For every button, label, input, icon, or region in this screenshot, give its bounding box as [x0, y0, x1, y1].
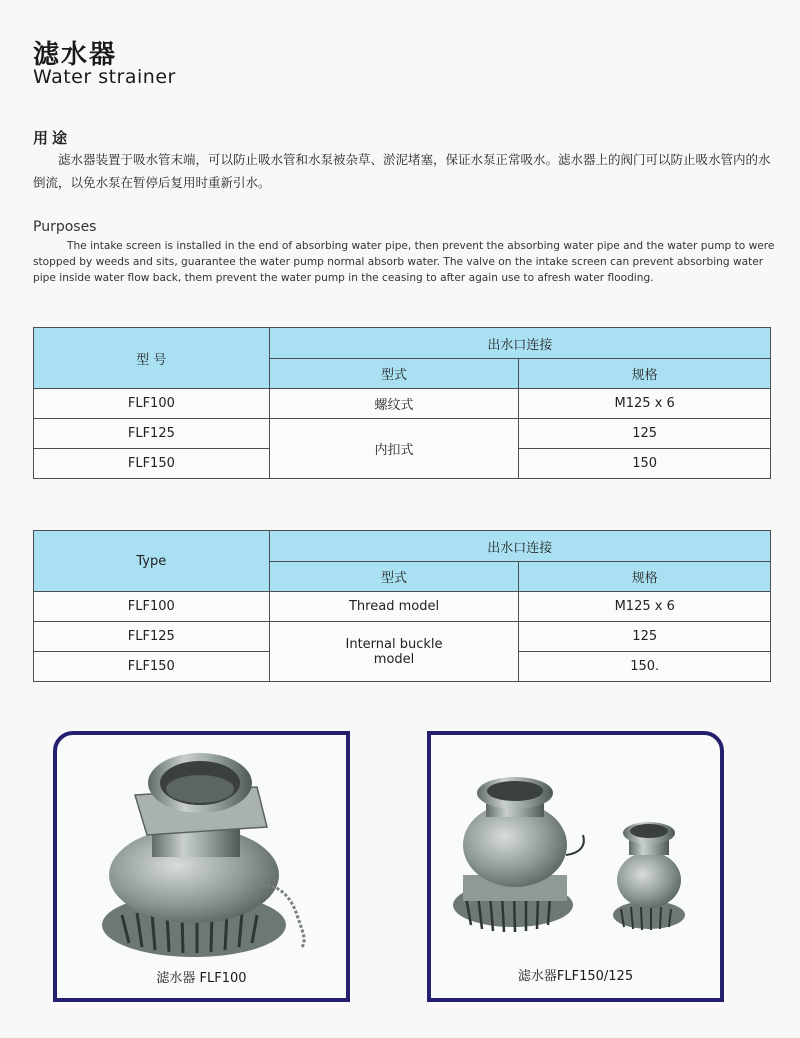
purpose-cn-paragraph: 滤水器装置于吸水管末端，可以防止吸水管和水泵被杂草、淤泥堵塞，保证水泵正常吸水。滤水器上的阀门可以防止吸水管内的水倒流，以免水泵在暂停后复用时重新引水。 — [33, 152, 771, 190]
cell-spec: 150. — [519, 652, 771, 682]
cell-type: 内扣式 — [269, 419, 519, 479]
cell-spec: 125 — [519, 622, 771, 652]
header-outlet: 出水口连接 — [269, 531, 770, 562]
spec-table-en — [33, 530, 771, 682]
cell-spec: 125 — [519, 419, 771, 449]
cell-spec: M125 x 6 — [519, 592, 771, 622]
strainer-flf100-illustration — [57, 735, 346, 998]
cell-spec: 150 — [519, 449, 771, 479]
header-type: 型式 — [269, 359, 519, 389]
page-title-en: Water strainer — [33, 66, 176, 88]
header-model: Type — [34, 531, 270, 592]
cell-model: FLF125 — [34, 419, 270, 449]
strainer-flf150-125-illustration — [431, 735, 720, 998]
header-model: 型 号 — [34, 328, 270, 389]
purpose-en-heading: Purposes — [33, 219, 97, 235]
purpose-cn-heading: 用途 — [33, 129, 72, 147]
photo-frame-flf150-125 — [427, 731, 724, 1002]
purpose-en-paragraph: The intake screen is installed in the end of absorbing water pipe, then prevent the absorbing water pipe and the water pump to were stopped by weeds and sits, guarantee the water pump normal absorb water. The valve on the intake screen can prevent absorbing water pipe inside water flow back, them prevent the water pump in the ceasing to after again use to afresh water flooding. — [33, 240, 775, 284]
header-outlet: 出水口连接 — [269, 328, 770, 359]
cell-spec: M125 x 6 — [519, 389, 771, 419]
table-row — [34, 419, 771, 449]
header-spec: 规格 — [519, 562, 771, 592]
cell-type: 螺纹式 — [269, 389, 519, 419]
cell-model: FLF125 — [34, 622, 270, 652]
cell-model: FLF100 — [34, 592, 270, 622]
cell-model: FLF100 — [34, 389, 270, 419]
photo-frame-flf100 — [53, 731, 350, 1002]
header-type: 型式 — [269, 562, 519, 592]
cell-type: Thread model — [269, 592, 519, 622]
cell-type: Internal buckle model — [269, 622, 519, 682]
header-spec: 规格 — [519, 359, 771, 389]
cell-model: FLF150 — [34, 449, 270, 479]
table-row — [34, 622, 771, 652]
cell-model: FLF150 — [34, 652, 270, 682]
table-row — [34, 592, 771, 622]
page-title-cn: 滤水器 — [33, 40, 118, 70]
photo-caption: 滤水器 FLF100 — [156, 971, 247, 986]
table-row — [34, 389, 771, 419]
spec-table-cn — [33, 327, 771, 479]
photo-caption: 滤水器FLF150/125 — [517, 969, 634, 984]
